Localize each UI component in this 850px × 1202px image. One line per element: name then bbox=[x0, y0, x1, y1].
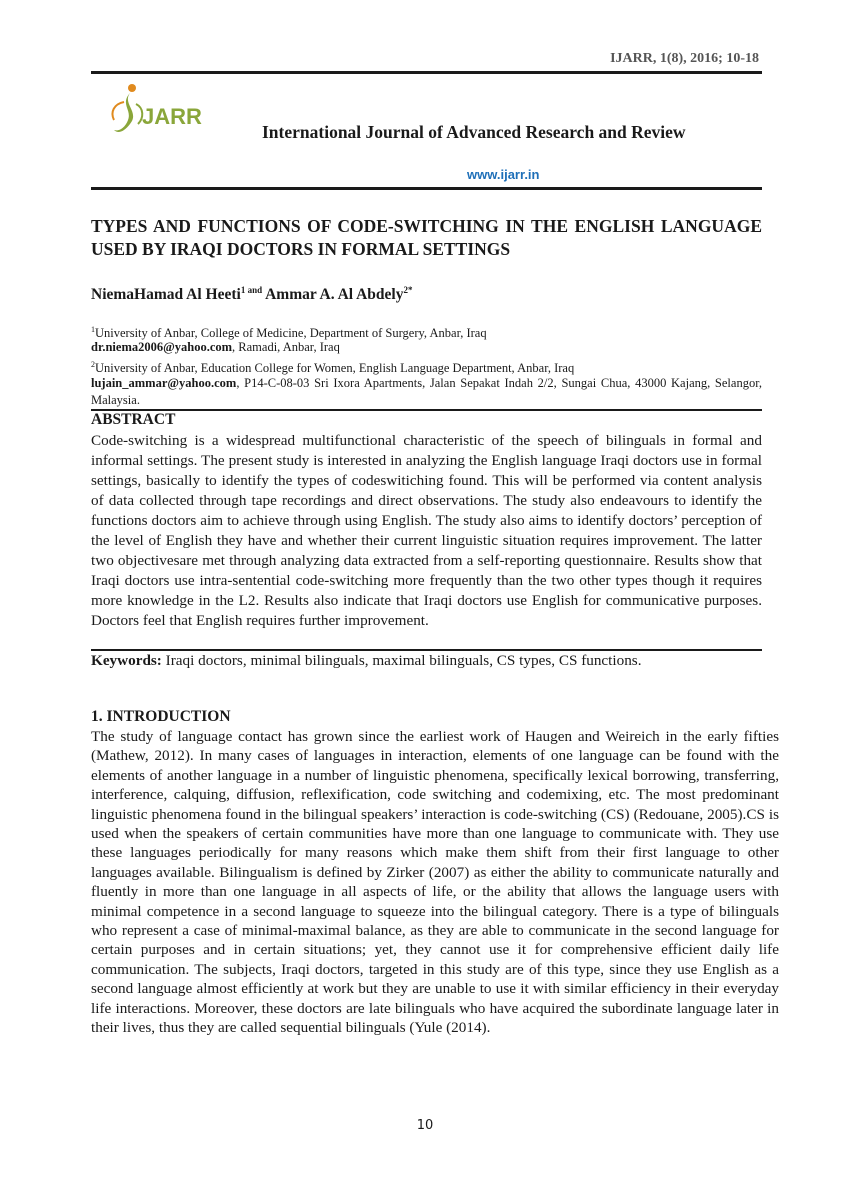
affiliation-1: $^1$University of Anbar, College of Medicine, Department of Surgery, Anbar, Iraq bbox=[91, 325, 487, 341]
journal-title: International Journal of Advanced Research and Review bbox=[262, 122, 686, 142]
paper-title: TYPES AND FUNCTIONS OF CODE-SWITCHING IN THE ENGLISH LANGUAGE USED BY IRAQI DOCTORS IN FORMAL SETTINGS bbox=[91, 216, 762, 259]
email-link-2[interactable]: lujain_ammar@yahoo.com bbox=[91, 376, 237, 390]
affiliation-2-contact: lujain_ammar@yahoo.com, P14-C-08-03 Sri Ixora Apartments, Jalan Sepakat Indah 2/2, Sungai Chua, 43000 Kajang, Selangor, Malaysia. bbox=[91, 376, 762, 407]
author-line bbox=[91, 285, 412, 304]
abstract-top-rule bbox=[91, 409, 762, 411]
introduction-text: The study of language contact has grown since the earliest work of Haugen and Weireich in the early fifties (Mathew, 2012). In many cases of languages in interaction, elements of one language can be found with the elements of another language in a number of linguistic phenomena, specifically lexical borrowing, transferring, interference, calquing, diffusion, reflexification, code switching and codemixing, etc. The most predominant linguistic phenomena found in the bilingual speakers’ interaction is code-switching (CS) (Redouane, 2005).CS is used when the speakers of certain communities have more than one language to communicate with. They use these languages periodically for many reasons which make them shift from their first language to other languages available. Bilingualism is defined by Zirker (2007) as either the ability to communicate naturally and fluently in more than one language in all aspects of life, or the ability that allows the language users with minimal competence in a second language to squeeze into the bilingual category. There is a type of bilinguals who represent a case of minimal-maximal balance, as they are able to communicate in the second language for certain purposes and in certain situations; yet, they cannot use it for comprehensive efficient daily life communication. The subjects, Iraqi doctors, targeted in this study are of this type, since they use English as a second language almost efficiently at work but they are unable to use it with similar efficiency in their everyday life interactions. Moreover, these doctors are late bilinguals who have acquired the subordinate language later in their lives, thus they are called sequential bilinguals (Yule (2014). bbox=[91, 728, 779, 1037]
abstract-heading: ABSTRACT bbox=[91, 411, 176, 428]
author-2-sup: 2* bbox=[403, 285, 413, 295]
journal-logo bbox=[100, 80, 240, 150]
keywords-label: Keywords: bbox=[91, 652, 162, 669]
header-bottom-rule bbox=[91, 187, 762, 190]
affiliation-2: $^2$University of Anbar, Education College for Women, English Language Department, Anbar, Iraq bbox=[91, 360, 575, 376]
page-number: 10 bbox=[416, 1118, 434, 1133]
abstract-bottom-rule bbox=[91, 649, 762, 651]
author-1: NiemaHamad Al Heeti bbox=[91, 286, 241, 304]
keywords-line bbox=[91, 652, 762, 670]
running-head: IJARR, 1(8), 2016; 10-18 bbox=[610, 51, 759, 66]
author-1-sup: 1 and bbox=[240, 285, 263, 295]
abstract-text: Code-switching is a widespread multifunctional characteristic of the speech of bilinguals in formal and informal settings. The present study is interested in analyzing the English language Iraqi doctors use in formal settings, basically to identify the types of codeswitiching found. This will be performed via content analysis of data collected through tape recordings and direct observations. The study also endeavours to identify the functions doctors aim to achieve through using English. The study also aims to identify doctors’ perception of the level of English they have and whether their current linguistic situation requires improvement. The latter two objectivesare met through analyzing data extracted from a self-reporting questionnaire. Results show that Iraqi doctors use intra-sentential code-switching more frequently than the two other types though it requires more knowledge in the L2. Results also indicate that Iraqi doctors use English for communicative purposes. Doctors feel that English requires further improvement. bbox=[91, 432, 762, 629]
email-link-1[interactable]: dr.niema2006@yahoo.com bbox=[91, 340, 233, 354]
author-2: Ammar A. Al Abdely bbox=[265, 286, 404, 304]
header-top-rule bbox=[91, 71, 762, 74]
logo-text: JARR bbox=[142, 104, 202, 129]
journal-url[interactable]: www.ijarr.in bbox=[467, 167, 540, 182]
logo-figure-icon bbox=[112, 84, 142, 132]
affiliation-1-contact: dr.niema2006@yahoo.com, Ramadi, Anbar, Iraq bbox=[91, 340, 340, 354]
section-heading-introduction: 1. INTRODUCTION bbox=[91, 708, 231, 725]
keywords-text: Iraqi doctors, minimal bilinguals, maximal bilinguals, CS types, CS functions. bbox=[161, 652, 642, 669]
